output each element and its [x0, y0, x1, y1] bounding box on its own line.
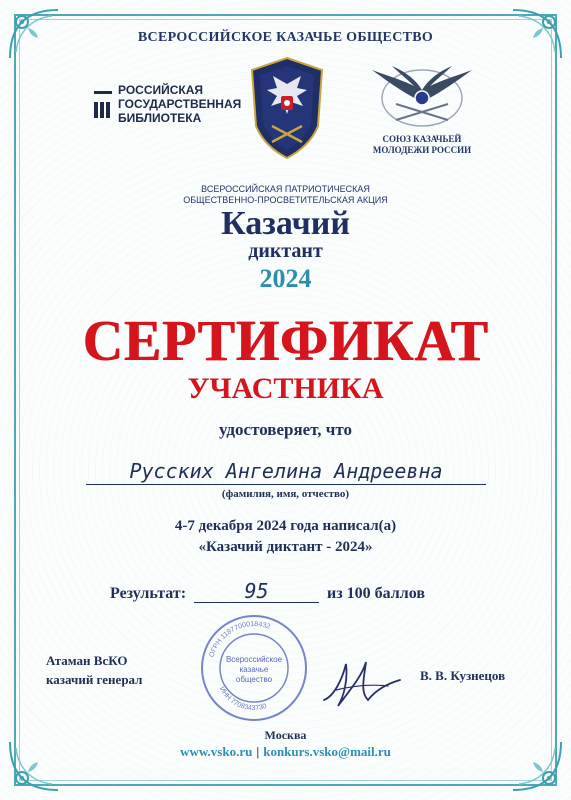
youth-union-line: СОЮЗ КАЗАЧЬЕЙ — [382, 134, 462, 144]
footer-separator: | — [256, 744, 260, 759]
signer-position-line: Атаман ВсКО — [46, 653, 128, 668]
library-logo-line: РОССИЙСКАЯ — [118, 83, 204, 97]
action-line: ОБЩЕСТВЕННО-ПРОСВЕТИТЕЛЬСКАЯ АКЦИЯ — [183, 195, 388, 205]
youth-union-logo — [360, 62, 484, 156]
stamp-ring-bottom: ИНН 7708343730 — [217, 685, 268, 713]
footer-contacts — [0, 744, 571, 760]
result-label: Результат: — [110, 585, 187, 602]
event-name: «Казачий диктант - 2024» — [198, 539, 373, 555]
dictation-year: 2024 — [259, 264, 312, 293]
stamp-center-line: казачье — [239, 665, 269, 674]
library-logo-line: ГОСУДАРСТВЕННАЯ — [118, 97, 242, 111]
library-columns-icon — [94, 91, 112, 118]
dictation-title: Казачий — [221, 205, 350, 242]
website-link[interactable]: www.vsko.ru — [180, 744, 253, 759]
handwritten-signature — [316, 650, 406, 712]
library-logo-line: БИБЛИОТЕКА — [118, 111, 202, 125]
svg-text:ОГРН 1187700018432 — [208, 621, 271, 658]
email-link[interactable]: konkurs.vsko@mail.ru — [263, 744, 391, 759]
certificate-subtitle: УЧАСТНИКА — [187, 372, 384, 405]
city: Москва — [264, 728, 307, 742]
organization-title: ВСЕРОССИЙСКОЕ КАЗАЧЬЕ ОБЩЕСТВО — [137, 30, 434, 45]
stamp-ring-top: ОГРН 1187700018432 — [208, 620, 272, 659]
svg-text:ИНН 7708343730 — [218, 686, 268, 712]
signer-position-line: казачий генерал — [46, 672, 143, 687]
signer-position — [46, 651, 142, 689]
action-line: ВСЕРОССИЙСКАЯ ПАТРИОТИЧЕСКАЯ — [201, 184, 370, 194]
library-logo-text — [118, 83, 241, 125]
official-stamp — [198, 612, 310, 724]
signer-name: В. В. Кузнецов — [420, 668, 506, 683]
eagle-icon — [362, 62, 482, 132]
name-caption: (фамилия, имя, отчество) — [221, 488, 350, 500]
certificate-title: СЕРТИФИКАТ — [82, 308, 489, 373]
youth-union-text — [360, 134, 484, 156]
result-row — [110, 580, 425, 603]
dictation-subtitle: диктант — [248, 240, 323, 262]
stamp-center-line: общество — [235, 675, 273, 684]
certifies-text: удостоверяет, что — [219, 420, 352, 439]
stamp-center-line: Всероссийское — [225, 655, 283, 664]
cossack-society-emblem-icon — [250, 56, 324, 160]
participation-dates: 4-7 декабря 2024 года написал(а) — [174, 518, 397, 534]
score-value: 95 — [194, 580, 319, 603]
youth-union-line: МОЛОДЕЖИ РОССИИ — [372, 145, 472, 155]
score-suffix: из 100 баллов — [327, 585, 425, 602]
library-logo — [94, 83, 241, 125]
action-description — [0, 184, 571, 206]
participant-name: Русских Ангелина Андреевна — [86, 458, 486, 485]
